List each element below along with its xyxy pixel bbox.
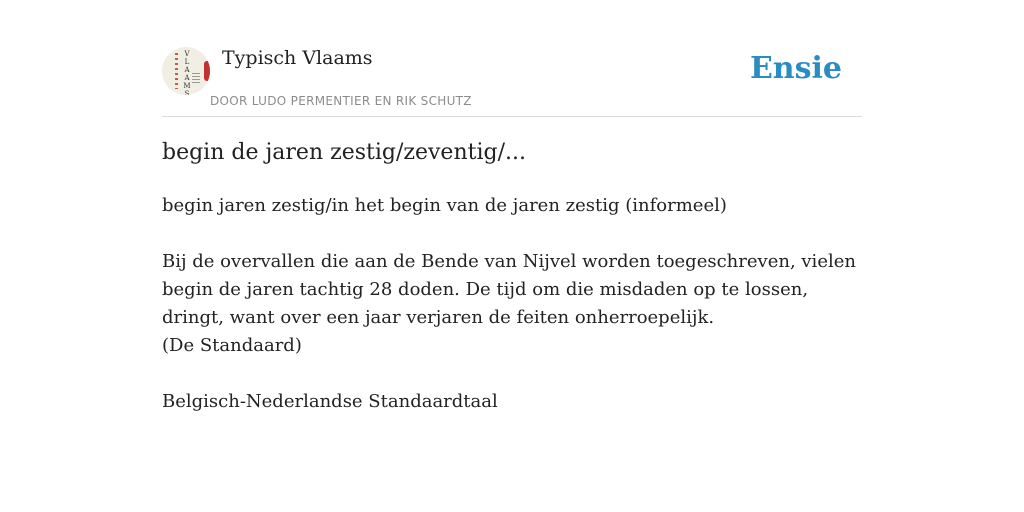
spacer xyxy=(162,360,862,388)
book-cover-icon[interactable] xyxy=(162,47,210,95)
entry-source: (De Standaard) xyxy=(162,335,302,356)
spacer xyxy=(162,220,862,248)
book-title[interactable]: Typisch Vlaams xyxy=(222,47,373,69)
entry-body xyxy=(162,192,862,416)
book-authors: DOOR LUDO PERMENTIER EN RIK SCHUTZ xyxy=(210,94,472,108)
cover-text-lines xyxy=(192,73,200,83)
cover-accent xyxy=(204,61,210,81)
brand-logo[interactable]: Ensie xyxy=(749,51,842,86)
entry-title: begin de jaren zestig/zeventig/... xyxy=(162,140,526,165)
cover-decoration xyxy=(175,53,178,89)
cover-lettering: V L A A M S xyxy=(183,50,191,95)
entry-language-label: Belgisch-Nederlandse Standaardtaal xyxy=(162,391,498,412)
entry-definition: begin jaren zestig/in het begin van de jaren zestig (informeel) xyxy=(162,195,727,216)
entry-example: Bij de overvallen die aan de Bende van Nijvel worden toegeschreven, vielen begin de jaren tachtig 28 doden. De tijd om die misdaden op te lossen, dringt, want over een jaar verjaren de feiten onherroepelijk. xyxy=(162,251,856,328)
header xyxy=(162,44,862,117)
